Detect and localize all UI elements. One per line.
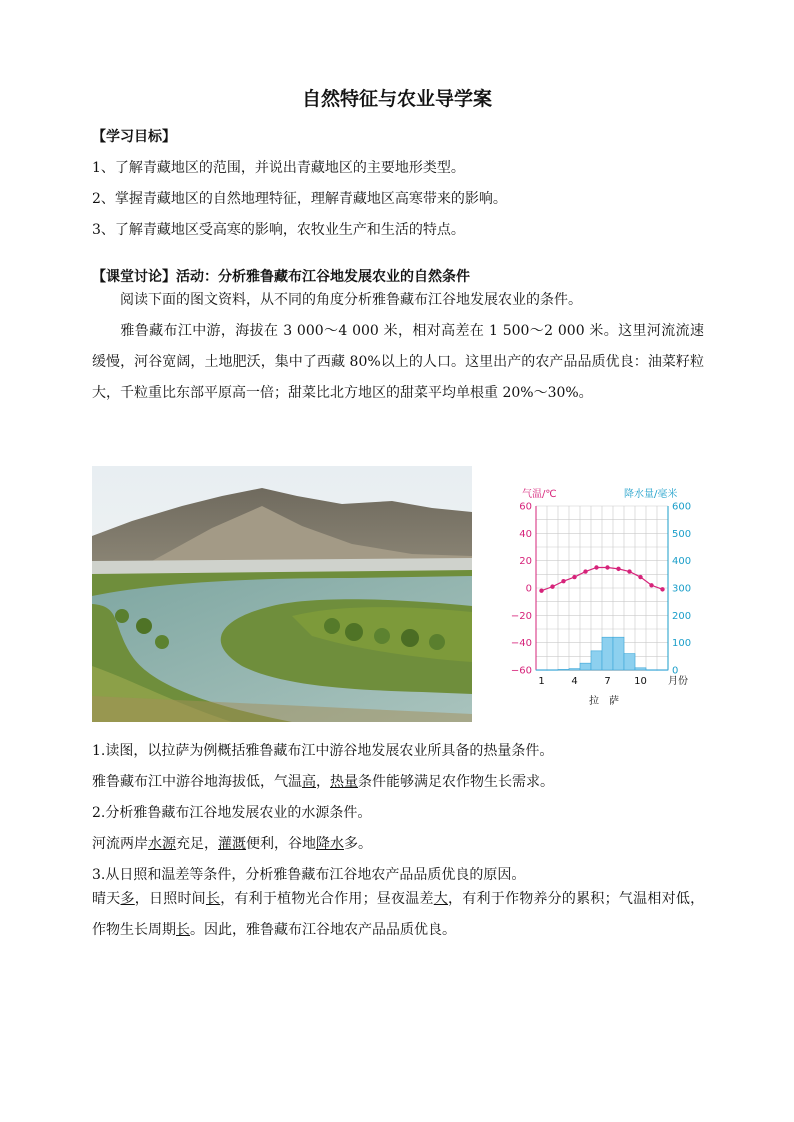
answer-3-blank: 多: [120, 891, 135, 907]
y2-tick-label: 600: [672, 501, 692, 513]
temperature-point: [605, 565, 609, 569]
goal-item-2: 2、掌握青藏地区的自然地理特征，理解青藏地区高寒带来的影响。: [92, 191, 507, 207]
temperature-point: [550, 584, 554, 588]
temperature-point: [594, 565, 598, 569]
precipitation-bar: [569, 669, 580, 670]
page-title: 自然特征与农业导学案: [301, 88, 492, 110]
answer-2-blank: 水源: [148, 836, 176, 852]
chart-station-label: 拉 萨: [589, 696, 619, 707]
answer-1-blank: 高: [302, 774, 316, 790]
temperature-point: [616, 567, 620, 571]
y1-axis-label: 气温/℃: [522, 489, 557, 500]
intro-text: 阅读下面的图文资料，从不同的角度分析雅鲁藏布江谷地发展农业的条件。: [120, 292, 582, 308]
intro-paragraph: [92, 285, 704, 316]
discussion-heading: 【课堂讨论】活动：分析雅鲁藏布江谷地发展农业的自然条件: [92, 269, 470, 285]
goals-heading: 【学习目标】: [92, 129, 176, 145]
answer-2-text: 多。: [344, 836, 372, 852]
precipitation-bar: [613, 637, 624, 670]
y1-tick-label: 60: [519, 501, 532, 513]
temperature-point: [561, 579, 565, 583]
answer-3-text: ，日照时间: [134, 891, 206, 907]
answer-2-blank: 灌溉: [218, 836, 246, 852]
y2-tick-label: 100: [672, 638, 692, 650]
y1-tick-label: −20: [510, 610, 532, 622]
x-unit-label: 月份: [668, 676, 688, 687]
temperature-point: [649, 583, 653, 587]
precipitation-bar: [558, 669, 569, 670]
valley-photo-illustration: [92, 466, 472, 722]
valley-photo: [92, 466, 472, 722]
answer-1-blank: 热量: [330, 774, 358, 790]
precipitation-bars: [536, 637, 668, 670]
x-tick-label: 10: [634, 676, 647, 687]
y1-tick-label: −60: [510, 665, 532, 677]
precipitation-bar: [547, 670, 558, 671]
y2-tick-label: 500: [672, 528, 692, 540]
answer-2-text: 河流两岸: [92, 836, 148, 852]
y2-tick-label: 0: [672, 665, 679, 677]
y1-tick-label: 40: [519, 528, 532, 540]
material-text: 雅鲁藏布江中游，海拔在 3 000～4 000 米，相对高差在 1 500～2 000 米。这里河流流速缓慢，河谷宽阔，土地肥沃，集中了西藏 80%以上的人口。这里出产的农产品品质优良：油菜籽粒大，千粒重比东部平原高一倍；甜菜比北方地区的甜菜平均单根重 20%～30%。: [92, 323, 704, 401]
goal-item-1: 1、了解青藏地区的范围，并说出青藏地区的主要地形类型。: [92, 160, 465, 176]
answer-3-text: ，有利于植物光合作用；昼夜温差: [220, 891, 434, 907]
x-tick-label: 4: [571, 676, 578, 687]
y2-tick-label: 200: [672, 610, 692, 622]
answer-1-text: 条件能够满足农作物生长需求。: [358, 774, 554, 790]
climate-chart-svg: [500, 480, 710, 710]
answer-2: [92, 833, 372, 853]
precipitation-bar: [536, 670, 547, 671]
precipitation-bar: [580, 663, 591, 670]
temperature-point: [583, 569, 587, 573]
goal-item-3: 3、了解青藏地区受高寒的影响，农牧业生产和生活的特点。: [92, 222, 465, 238]
answer-3-text: ，有利于作物养分的累积；气温相对低，作物生长周期: [92, 891, 705, 938]
answer-3-blank: 长: [205, 891, 221, 907]
precipitation-bar: [646, 670, 657, 671]
y1-tick-label: −40: [510, 638, 532, 650]
precipitation-bar: [591, 651, 602, 670]
answer-2-text: 充足，: [176, 836, 218, 852]
answer-2-text: 便利，谷地: [246, 836, 316, 852]
answer-1-text: 雅鲁藏布江中游谷地海拔低，气温: [92, 774, 302, 790]
answer-1: [92, 771, 554, 791]
question-1: 1.读图，以拉萨为例概括雅鲁藏布江中游谷地发展农业所具备的热量条件。: [92, 743, 554, 759]
precipitation-bar: [602, 637, 613, 670]
answer-3-text: 晴天: [92, 891, 121, 907]
question-2: 2.分析雅鲁藏布江谷地发展农业的水源条件。: [92, 805, 372, 821]
question-3: 3.从日照和温差等条件，分析雅鲁藏布江谷地农产品品质优良的原因。: [92, 867, 526, 883]
temperature-point: [572, 575, 576, 579]
y2-tick-label: 400: [672, 556, 692, 568]
precipitation-bar: [635, 668, 646, 670]
temperature-point: [660, 587, 664, 591]
material-paragraph: [92, 316, 704, 409]
y2-axis-label: 降水量/毫米: [624, 489, 678, 500]
answer-2-blank: 降水: [316, 836, 344, 852]
x-tick-label: 7: [604, 676, 611, 687]
answer-3: [92, 884, 704, 946]
answer-3-text: 。因此，雅鲁藏布江谷地农产品品质优良。: [190, 922, 456, 938]
answer-1-text: ，: [316, 774, 330, 790]
temperature-point: [627, 569, 631, 573]
temperature-point: [539, 589, 543, 593]
answer-3-blank: 大: [433, 891, 449, 907]
lhasa-climate-chart: [500, 480, 710, 710]
y1-tick-label: 0: [525, 583, 532, 595]
answer-3-blank: 长: [176, 922, 190, 938]
y2-tick-label: 300: [672, 583, 692, 595]
precipitation-bar: [624, 654, 635, 670]
precipitation-bar: [657, 670, 668, 671]
x-tick-label: 1: [538, 676, 545, 687]
temperature-point: [638, 575, 642, 579]
y1-tick-label: 20: [519, 556, 532, 568]
